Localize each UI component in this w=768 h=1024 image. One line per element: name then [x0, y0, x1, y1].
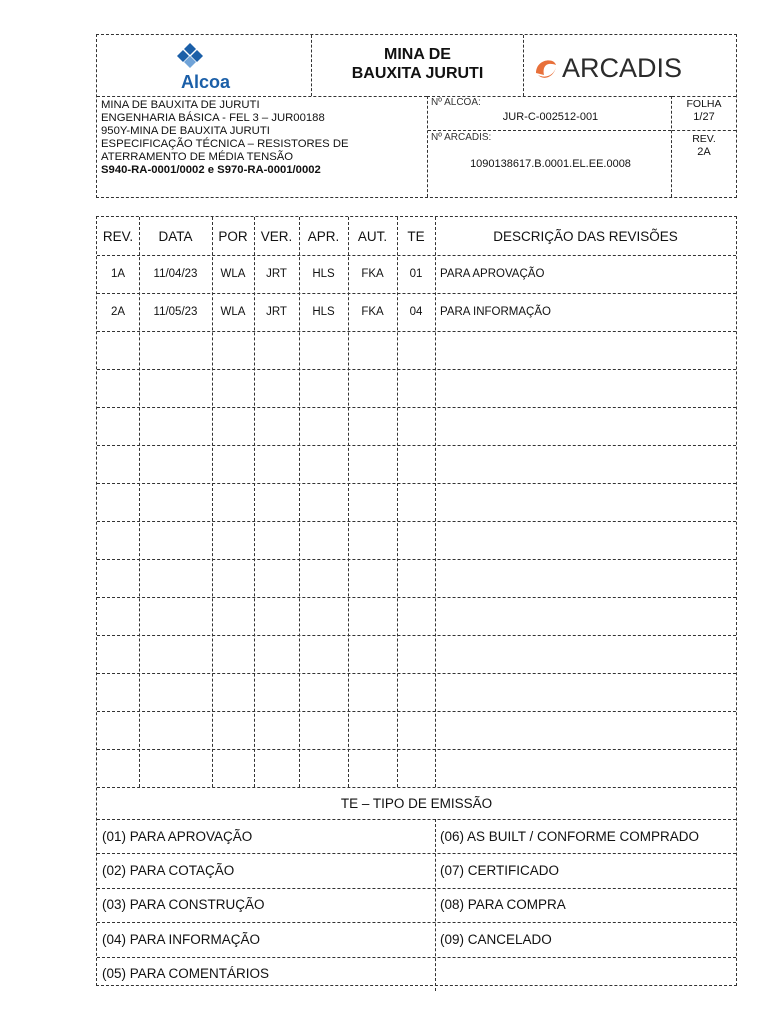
emission-type-item: (09) CANCELADO: [440, 931, 552, 947]
emission-type-item: (08) PARA COMPRA: [440, 897, 566, 913]
column-header: REV.: [102, 228, 134, 244]
emission-type-item: (01) PARA APROVAÇÃO: [102, 828, 253, 844]
rev-value: 2A: [697, 146, 711, 158]
table-cell: 11/05/23: [153, 306, 198, 318]
table-cell: WLA: [220, 268, 246, 280]
arcadis-number: 1090138617.B.0001.EL.EE.0008: [470, 158, 631, 170]
column-header: APR.: [307, 228, 340, 244]
project-line: MINA DE BAUXITA DE JURUTI: [101, 99, 260, 111]
arcadis-mark-icon: [536, 60, 556, 77]
alcoa-number: JUR-C-002512-001: [502, 111, 599, 123]
table-cell: PARA INFORMAÇÃO: [440, 306, 551, 318]
column-header: VER.: [260, 228, 293, 244]
column-header: DATA: [158, 228, 193, 244]
table-cell: JRT: [266, 306, 287, 318]
table-cell: 01: [409, 268, 423, 280]
project-line: ENGENHARIA BÁSICA - FEL 3 – JUR00188: [101, 112, 325, 124]
revisions-table: [96, 216, 737, 986]
document-title: MINA DE BAUXITA JURUTI: [351, 46, 484, 82]
alcoa-logo-cell: [97, 35, 311, 96]
project-line: 950Y-MINA DE BAUXITA JURUTI: [101, 125, 270, 137]
document-numbers: [427, 96, 672, 197]
emission-types-title: TE – TIPO DE EMISSÃO: [340, 795, 493, 811]
column-header: DESCRIÇÃO DAS REVISÕES: [493, 228, 678, 244]
table-cell: PARA APROVAÇÃO: [440, 268, 545, 280]
sheet-info: [672, 96, 736, 197]
column-header: TE: [407, 228, 425, 244]
emission-type-item: (04) PARA INFORMAÇÃO: [102, 931, 261, 947]
emission-type-item: (02) PARA COTAÇÃO: [102, 863, 235, 879]
emission-type-item: (06) AS BUILT / CONFORME COMPRADO: [440, 828, 700, 844]
arcadis-number-label: Nº ARCADIS:: [431, 132, 492, 143]
project-line: ATERRAMENTO DE MÉDIA TENSÃO: [101, 151, 294, 163]
table-cell: HLS: [312, 306, 335, 318]
project-line: ESPECIFICAÇÃO TÉCNICA – RESISTORES DE: [101, 138, 349, 150]
title-cell: [311, 35, 524, 96]
table-cell: 04: [409, 306, 423, 318]
arcadis-logo-text: ARCADIS: [562, 53, 683, 83]
equipment-codes: S940-RA-0001/0002 e S970-RA-0001/0002: [101, 164, 321, 176]
alcoa-number-label: Nº ALCOA:: [431, 97, 481, 108]
project-info: [97, 96, 427, 197]
sheet-value: 1/27: [693, 111, 715, 123]
table-cell: FKA: [361, 306, 384, 318]
emission-type-item: (03) PARA CONSTRUÇÃO: [102, 897, 265, 913]
emission-type-item: (07) CERTIFICADO: [440, 863, 560, 879]
alcoa-logo: [97, 35, 311, 96]
alcoa-mark-icon: [177, 43, 203, 68]
table-cell: 1A: [110, 268, 126, 280]
column-header: AUT.: [357, 228, 388, 244]
document-header: [96, 34, 737, 198]
arcadis-logo: [524, 35, 736, 96]
table-cell: HLS: [312, 268, 335, 280]
table-cell: WLA: [220, 306, 246, 318]
column-header: POR: [218, 228, 248, 244]
emission-type-item: (05) PARA COMENTÁRIOS: [102, 966, 270, 982]
table-cell: JRT: [266, 268, 287, 280]
table-cell: 2A: [110, 306, 126, 318]
arcadis-logo-cell: [524, 35, 736, 96]
emission-type-item: [435, 957, 736, 991]
rev-label: REV.: [692, 133, 716, 145]
table-cell: 11/04/23: [153, 268, 198, 280]
alcoa-logo-text: Alcoa: [181, 72, 231, 92]
table-cell: FKA: [361, 268, 384, 280]
sheet-label: FOLHA: [686, 98, 722, 110]
